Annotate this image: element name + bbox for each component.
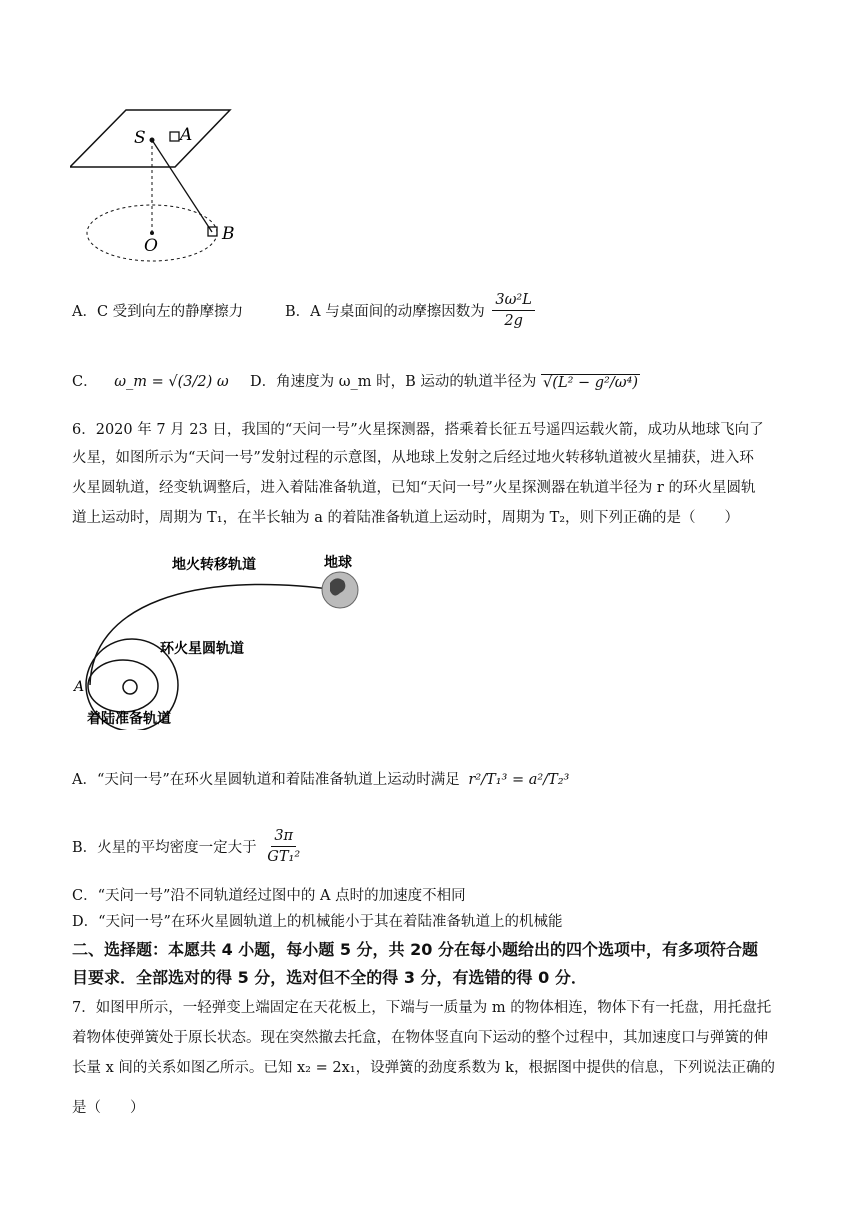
q6-line-1: 6．2020 年 7 月 23 日，我国的“天问一号”火星探测器，搭乘着长征五号遥四运载火箭，成功从地球飞向了 — [72, 422, 764, 438]
transfer-orbit — [90, 584, 337, 685]
q6-line-4: 道上运动时，周期为 T₁，在半长轴为 a 的着陆准备轨道上运动时，周期为 T₂，则下列正确的是（ ） — [72, 510, 740, 526]
q6-option-b-fraction — [264, 826, 303, 867]
q6-option-a-formula: r²/T₁³ = a²/T₂³ — [468, 772, 570, 788]
label-B: B — [222, 224, 235, 244]
label-earth: 地球 — [324, 555, 352, 571]
label-A: A — [180, 125, 193, 145]
string-line — [152, 140, 212, 232]
q7-line-2: 着物体使弹簧处于原长状态。现在突然撤去托盒，在物体竖直向下运动的整个过程中，其加速度口与弹簧的伸 — [72, 1030, 768, 1046]
q5-option-b-denominator: 2g — [504, 313, 523, 329]
q5-option-d — [250, 370, 640, 391]
mars-icon — [123, 680, 137, 694]
q6-option-a — [72, 768, 569, 789]
q5-option-b-text: B．A 与桌面间的动摩擦因数为 — [285, 304, 485, 320]
q6-option-c: C．“天问一号”沿不同轨道经过图中的 A 点时的加速度不相同 — [72, 888, 466, 904]
q6-option-b — [72, 826, 306, 867]
label-circle-orbit: 环火星圆轨道 — [160, 641, 244, 657]
q6-option-a-text: A．“天问一号”在环火星圆轨道和着陆准备轨道上运动时满足 — [72, 772, 460, 788]
section-2-heading-line-1: 二、选择题：本愿共 4 小题，每小题 5 分，共 20 分在每小题给出的四个选项中，有多项符合题 — [72, 940, 758, 959]
q7-line-1: 7．如图甲所示，一轻弹变上端固定在天花板上，下端与一质量为 m 的物体相连，物体下有一托盘，用托盘托 — [72, 1000, 772, 1016]
q5-option-b-numerator: 3ω²L — [492, 290, 535, 311]
point-O — [150, 231, 154, 235]
q5-option-c-text: C． — [72, 374, 98, 390]
q5-option-c-formula: ω_m = √(3/2) ω — [114, 374, 229, 390]
label-point-a: A — [74, 679, 85, 695]
q5-option-d-formula: √(L² − g²/ω⁴) — [543, 374, 639, 391]
q5-option-b-fraction — [492, 290, 535, 331]
label-transfer-orbit: 地火转移轨道 — [172, 557, 256, 573]
figure-rotating-table — [70, 105, 250, 270]
q6-line-3: 火星圆轨道，经变轨调整后，进入着陆准备轨道，已知“天问一号”火星探测器在轨道半径为 r 的环火星圆轨 — [72, 480, 756, 496]
q6-option-b-text: B．火星的平均密度一定大于 — [72, 840, 257, 856]
figure-mars-orbits — [72, 545, 382, 730]
q7-line-3: 长量 x 间的关系如图乙所示。已知 x₂ = 2x₁，设弹簧的劲度系数为 k，根据图中提供的信息，下列说法正确的 — [72, 1060, 775, 1076]
label-O: O — [144, 236, 158, 256]
label-S: S — [134, 128, 146, 148]
label-landing-orbit: 着陆准备轨道 — [87, 711, 171, 727]
block-A — [170, 132, 179, 141]
q7-line-4: 是（ ） — [72, 1100, 145, 1116]
q6-option-d: D．“天问一号”在环火星圆轨道上的机械能小于其在着陆准备轨道上的机械能 — [72, 914, 563, 930]
q6-option-b-denominator: GT₁² — [267, 849, 301, 865]
q5-option-a: A．C 受到向左的静摩擦力 — [72, 304, 244, 320]
section-2-heading-line-2: 目要求．全部选对的得 5 分，选对但不全的得 3 分，有选错的得 0 分． — [72, 968, 587, 987]
q5-option-b — [285, 290, 538, 331]
q5-option-d-text: D．角速度为 ω_m 时，B 运动的轨道半径为 — [250, 374, 537, 390]
q5-option-c — [72, 370, 229, 391]
point-S — [150, 138, 155, 143]
q6-option-b-numerator: 3π — [271, 826, 296, 847]
q6-line-2: 火星，如图所示为“天问一号”发射过程的示意图，从地球上发射之后经过地火转移轨道被火星捕获，进入环 — [72, 450, 754, 466]
